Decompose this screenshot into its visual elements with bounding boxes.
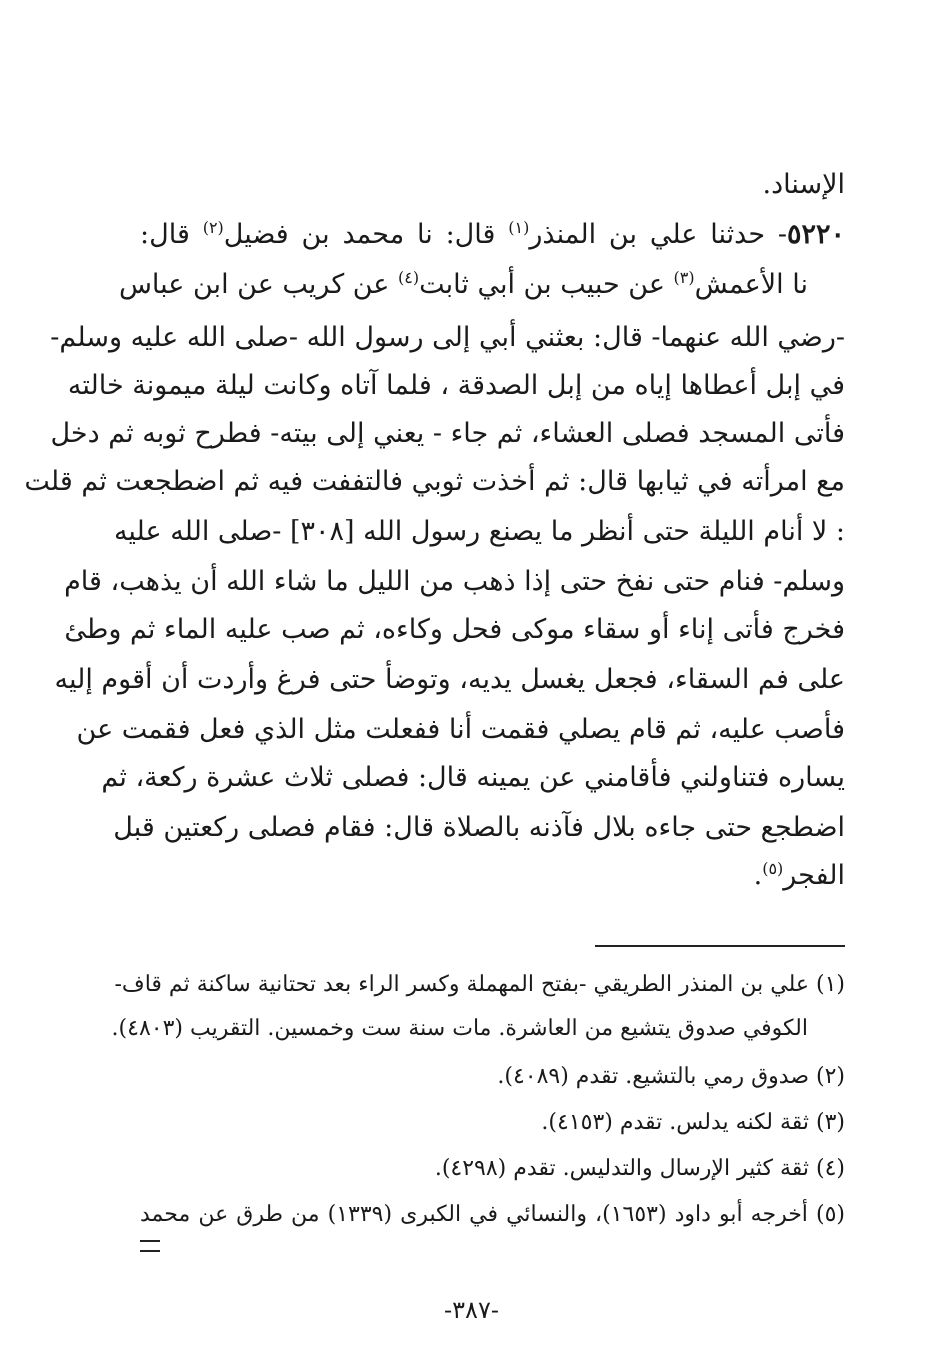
hadith-5220-line-14: [754, 856, 845, 896]
text-line-isnad: الإسناد.: [762, 169, 845, 200]
hadith-5220-line-6: مع امرأته في ثيابها قال: ثم أخذت ثوبي فالتففت فيه ثم اضطجعت ثم قلت: [24, 466, 845, 497]
footnote-ref-4: (٤): [398, 268, 420, 287]
text-span: عن حبيب بن أبي ثابت: [419, 269, 674, 300]
hadith-5220-line-12: يساره فتناولني فأقامني عن يمينه قال: فصلى ثلاث عشرة ركعة، ثم: [101, 762, 845, 793]
footnote-separator: [595, 945, 845, 947]
footnote-3: (٣) ثقة لكنه يدلس. تقدم (٤١٥٣).: [541, 1110, 845, 1135]
hadith-5220-line-13: اضطجع حتى جاءه بلال فآذنه بالصلاة قال: فقام فصلى ركعتين قبل: [113, 812, 845, 843]
continuation-mark: [140, 1240, 160, 1252]
text-span: قال:: [140, 219, 203, 250]
hadith-5220-line-1: [140, 215, 845, 255]
hadith-5220-line-9: فخرج فأتى إناء أو سقاء موكى فحل وكاءه، ثم صب عليه الماء ثم وطئ: [64, 614, 845, 645]
footnote-4: (٤) ثقة كثير الإرسال والتدليس. تقدم (٤٢٩٨).: [434, 1156, 845, 1181]
hadith-5220-line-11: فأصب عليه، ثم قام يصلي فقمت أنا ففعلت مثل الذي فعل فقمت عن: [76, 714, 845, 745]
text-span: - حدثنا علي بن المنذر: [529, 219, 787, 250]
hadith-5220-line-2: [119, 265, 808, 305]
footnote-2: (٢) صدوق رمي بالتشيع. تقدم (٤٠٨٩).: [497, 1064, 845, 1089]
footnote-ref-5: (٥): [762, 859, 784, 878]
footnote-ref-3: (٣): [673, 268, 695, 287]
footnote-5: (٥) أخرجه أبو داود (١٦٥٣)، والنسائي في الكبرى (١٣٣٩) من طرق عن محمد: [140, 1202, 845, 1227]
footnote-ref-1: (١): [508, 218, 530, 237]
hadith-5220-line-5: فأتى المسجد فصلى العشاء، ثم جاء - يعني إلى بيته- فطرح ثوبه ثم دخل: [50, 418, 845, 449]
footnote-1-line-1: (١) علي بن المنذر الطريقي -بفتح المهملة وكسر الراء بعد تحتانية ساكنة ثم قاف-: [114, 972, 845, 997]
text-span: .: [753, 860, 763, 891]
hadith-5220-line-3: -رضي الله عنهما- قال: بعثني أبي إلى رسول الله -صلى الله عليه وسلم-: [50, 322, 845, 353]
text-span: عن كريب عن ابن عباس: [118, 269, 398, 300]
page-number: -٣٨٧-: [444, 1296, 499, 1324]
text-span: الفجر: [783, 860, 845, 891]
hadith-5220-line-10: على فم السقاء، فجعل يغسل يديه، وتوضأ حتى فرغ وأردت أن أقوم إليه: [54, 664, 845, 695]
hadith-5220-line-4: في إبل أعطاها إياه من إبل الصدقة ، فلما آتاه وكانت ليلة ميمونة خالته: [67, 370, 845, 401]
hadith-number: ٥٢٢٠: [786, 219, 845, 250]
footnote-1-line-2: الكوفي صدوق يتشيع من العاشرة. مات سنة ست وخمسين. التقريب (٤٨٠٣).: [111, 1016, 808, 1041]
hadith-5220-line-8: وسلم- فنام حتى نفخ حتى إذا ذهب من الليل ما شاء الله أن يذهب، قام: [64, 566, 845, 597]
hadith-5220-line-7: : لا أنام الليلة حتى أنظر ما يصنع رسول الله [٣٠٨] -صلى الله عليه: [113, 516, 845, 547]
text-span: نا الأعمش: [694, 269, 808, 300]
footnote-ref-2: (٢): [202, 218, 224, 237]
text-span: قال: نا محمد بن فضيل: [223, 219, 509, 250]
